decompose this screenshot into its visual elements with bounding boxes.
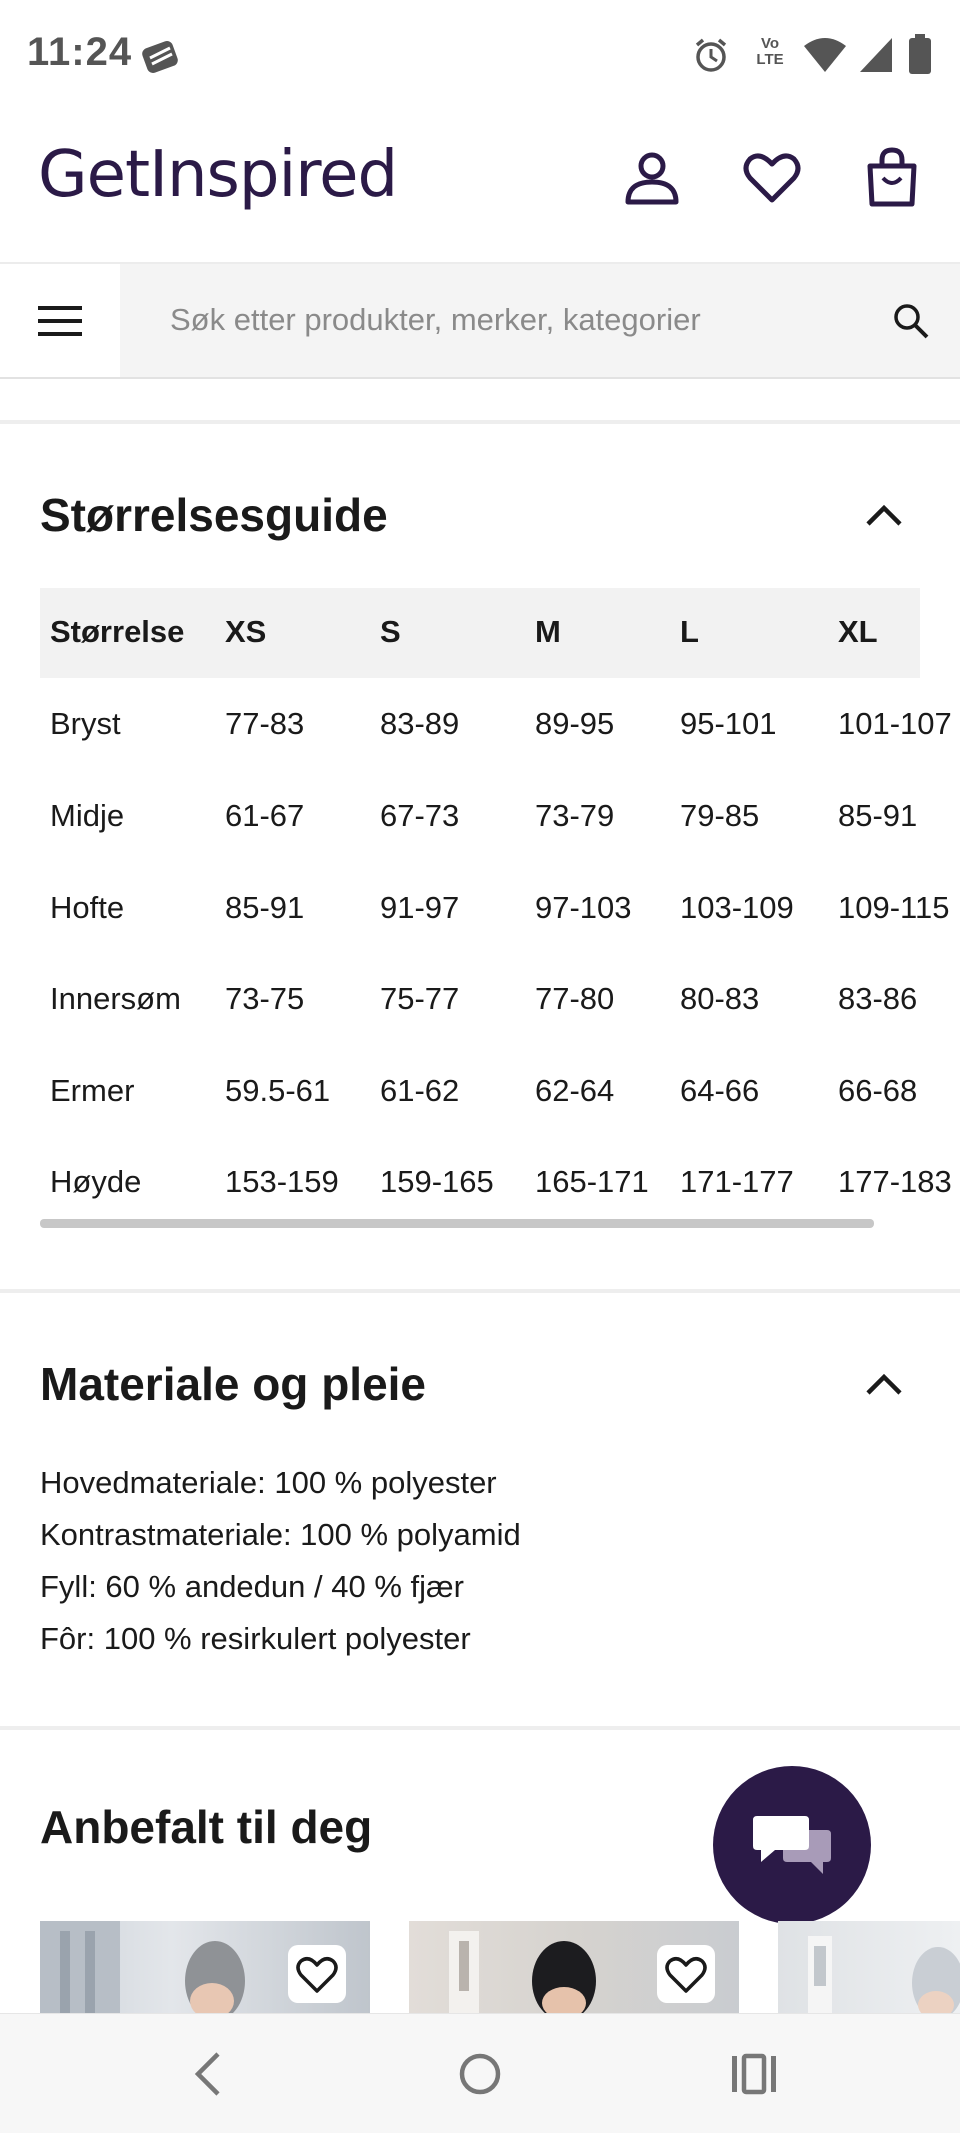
material-line: Kontrastmateriale: 100 % polyamid — [40, 1517, 521, 1552]
size-row-label: Høyde — [50, 1164, 142, 1199]
notification-icon — [140, 34, 184, 76]
product-card[interactable] — [409, 1921, 739, 2013]
size-cell: 101-107 — [838, 706, 952, 741]
recents-icon[interactable] — [730, 2050, 778, 2098]
volte-label-bottom: LTE — [756, 51, 784, 68]
size-cell: 83-86 — [838, 981, 918, 1016]
size-row-label: Hofte — [50, 890, 125, 925]
search-icon[interactable] — [892, 302, 930, 340]
divider — [0, 420, 960, 424]
size-cell: 97-103 — [535, 890, 632, 925]
size-cell: 85-91 — [225, 890, 305, 925]
chat-bubbles-icon — [753, 1812, 833, 1880]
product-image — [778, 1921, 960, 2013]
menu-button[interactable] — [0, 264, 120, 377]
size-cell: 73-79 — [535, 798, 615, 833]
cell-signal-icon — [858, 36, 894, 74]
size-row-label: Bryst — [50, 706, 121, 741]
favorite-button[interactable] — [288, 1945, 346, 2003]
size-cell: 75-77 — [380, 981, 460, 1016]
search-placeholder: Søk etter produkter, merker, kategorier — [170, 302, 701, 337]
size-cell: 85-91 — [838, 798, 918, 833]
size-cell: 95-101 — [680, 706, 777, 741]
home-icon[interactable] — [456, 2050, 504, 2098]
size-cell: 165-171 — [535, 1164, 649, 1199]
size-cell: 109-115 — [838, 890, 950, 925]
size-cell: 62-64 — [535, 1073, 615, 1108]
size-cell: 73-75 — [225, 981, 305, 1016]
size-cell: 80-83 — [680, 981, 760, 1016]
alarm-icon — [692, 36, 730, 74]
size-cell: 79-85 — [680, 798, 760, 833]
status-bar — [0, 0, 960, 110]
battery-icon — [908, 34, 932, 76]
heart-icon — [288, 1945, 346, 2003]
size-cell: 89-95 — [535, 706, 615, 741]
system-nav-bar — [0, 2013, 960, 2133]
product-card[interactable] — [40, 1921, 370, 2013]
size-cell: 153-159 — [225, 1164, 339, 1199]
size-cell: 159-165 — [380, 1164, 494, 1199]
material-line: Hovedmateriale: 100 % polyester — [40, 1465, 497, 1500]
size-cell: 61-62 — [380, 1073, 460, 1108]
volte-icon — [750, 36, 790, 68]
material-line: Fôr: 100 % resirkulert polyester — [40, 1621, 471, 1656]
size-cell: 77-80 — [535, 981, 615, 1016]
column-header: S — [380, 614, 401, 649]
size-cell: 91-97 — [380, 890, 460, 925]
column-header: Størrelse — [50, 614, 185, 649]
size-row-label: Ermer — [50, 1073, 135, 1108]
size-cell: 171-177 — [680, 1164, 794, 1199]
size-guide-title[interactable]: Størrelsesguide — [40, 489, 388, 541]
heart-icon — [657, 1945, 715, 2003]
wishlist-heart-icon[interactable] — [740, 146, 804, 210]
wifi-icon — [802, 36, 848, 74]
column-header: XL — [838, 614, 878, 649]
chevron-up-icon[interactable] — [864, 496, 904, 536]
size-row-label: Innersøm — [50, 981, 181, 1016]
product-card[interactable] — [778, 1921, 960, 2013]
divider — [0, 1726, 960, 1730]
status-time: 11:24 — [27, 30, 133, 74]
size-cell: 61-67 — [225, 798, 305, 833]
search-input[interactable] — [120, 264, 960, 377]
search-row — [0, 262, 960, 379]
size-row-label: Midje — [50, 798, 125, 833]
recommended-title: Anbefalt til deg — [40, 1801, 373, 1853]
divider — [0, 1289, 960, 1293]
hamburger-menu-icon — [38, 304, 82, 338]
column-header: M — [535, 614, 561, 649]
size-cell: 103-109 — [680, 890, 794, 925]
material-line: Fyll: 60 % andedun / 40 % fjær — [40, 1569, 464, 1604]
size-cell: 59.5-61 — [225, 1073, 331, 1108]
size-cell: 66-68 — [838, 1073, 918, 1108]
size-cell: 177-183 — [838, 1164, 952, 1199]
favorite-button[interactable] — [657, 1945, 715, 2003]
size-cell: 67-73 — [380, 798, 460, 833]
column-header: L — [680, 614, 699, 649]
app-header — [0, 110, 960, 262]
volte-label-top: Vo — [760, 35, 780, 52]
chat-button[interactable] — [713, 1766, 871, 1924]
size-table-header — [40, 588, 920, 678]
size-cell: 83-89 — [380, 706, 460, 741]
size-table[interactable] — [40, 588, 952, 1228]
account-icon[interactable] — [620, 146, 684, 210]
shopping-bag-icon[interactable] — [860, 146, 924, 210]
back-icon[interactable] — [188, 2050, 228, 2098]
size-cell: 64-66 — [680, 1073, 760, 1108]
chevron-up-icon[interactable] — [864, 1365, 904, 1405]
size-cell: 77-83 — [225, 706, 305, 741]
column-header: XS — [225, 614, 267, 649]
table-horizontal-scrollbar[interactable] — [40, 1219, 874, 1228]
material-title[interactable]: Materiale og pleie — [40, 1358, 427, 1410]
brand-logo[interactable]: GetInspired — [38, 138, 398, 212]
